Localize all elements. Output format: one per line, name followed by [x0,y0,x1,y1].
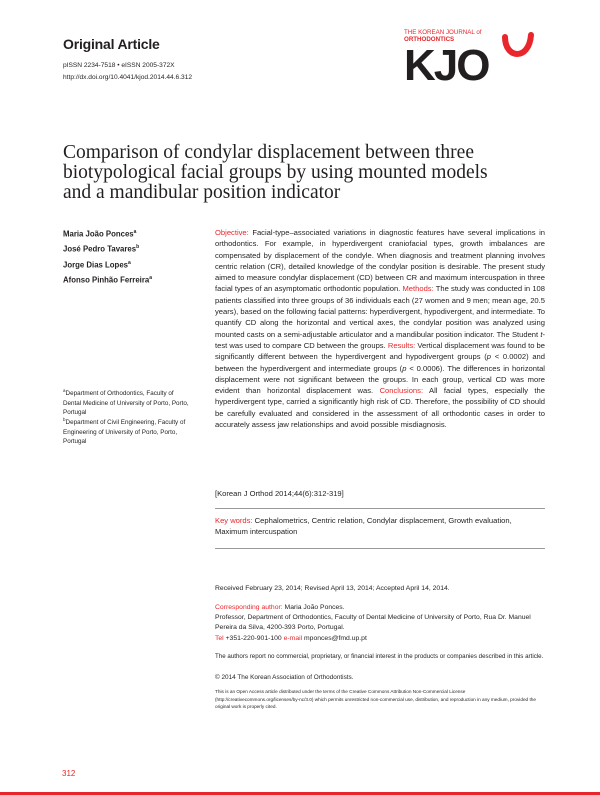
email-link[interactable]: mponces@fmd.up.pt [302,634,367,642]
divider [215,508,545,509]
correspondence: Corresponding author: Maria João Ponces. Professor, Department of Orthodontics, Faculty of Dental Medicine of University of Porto, Rua Dr. Manuel Pereira da Silva, 4200-393 Porto, Portugal. Tel +351-220-901-100 e-mail mponces@fmd.up.pt [215,603,550,644]
corresponding-label: Corresponding author: [215,604,283,611]
copyright: © 2014 The Korean Association of Orthodontists. [215,674,354,681]
logo-letters: KJO [404,41,489,90]
methods-label: Methods: [402,284,434,294]
author: Afonso Pinhão Ferreira$^a$ [63,275,152,285]
affiliation: $^b$Department of Civil Engineering, Faculty of Engineering of University of Porto, Porto, Portugal [63,417,186,446]
issn-block [63,60,192,84]
license-text: This is an Open Access article distributed under the terms of the Creative Commons Attribution Non-Commercial License (http://creativecommons.org/licenses/by-nc/3.0) which permits unrestricted non-commercial use, distribution, and reproduction in any medium, provided the original work is properly cited. [215,689,536,710]
author: Maria João Ponces$^a$ [63,229,137,239]
objective-label: Objective: [215,228,249,237]
results-label: Results: [387,340,416,350]
author: José Pedro Tavares$^b$ [63,244,140,254]
doi-link[interactable]: http://dx.doi.org/10.4041/kjod.2014.44.6.312 [63,74,193,81]
journal-logo [404,27,534,95]
divider [215,548,545,549]
citation: [Korean J Orthod 2014;44(6):312-319] [215,489,344,498]
received-dates: Received February 23, 2014; Revised April 13, 2014; Accepted April 14, 2014. [215,585,450,592]
keywords-label: Key words: [215,516,253,525]
issn-line: pISSN 2234-7518 • eISSN 2005-372X [63,62,175,69]
keywords: Key words: Cephalometrics, Centric relation, Condylar displacement, Growth evaluation, Maximum intercuspation [215,516,512,537]
conflict-statement: The authors report no commercial, proprietary, or financial interest in the products or companies described in this article. [215,653,544,660]
logo-journal-line2: ORTHODONTICS [404,36,455,43]
article-title: Comparison of condylar displacement between three biotypological facial groups by using mounted models and a mandibular position indicator [63,142,488,203]
logo-journal-line1: THE KOREAN JOURNAL of [404,29,482,36]
corresponding-address: Professor, Department of Orthodontics, Faculty of Dental Medicine of University of Porto, Rua Dr. Manuel Pereira da Silva, 4200-393 Porto, Portugal. [215,614,531,632]
author-list [63,226,152,288]
conclusions-label: Conclusions: [379,386,424,396]
author: Jorge Dias Lopes$^a$ [63,259,131,270]
logo-swoosh-icon [499,27,537,75]
page-number: 312 [62,769,76,778]
section-label: Original Article [63,36,160,52]
affiliation: $^a$Department of Orthodontics, Faculty of Dental Medicine of University of Porto, Porto, Portugal [63,388,189,417]
abstract: Objective: Facial-type–associated variations in diagnostic features have several implications in orthodontics. For example, in hyperdivergent craniofacial types, growth imbalances are compensated by displacement of the condyle. When diagnosis and treatment planning involves centric relation (CR), detailed knowledge of the condylar position is desirable. The present study aimed to measure condylar displacement (CD) between CR and maximum intercuspation in three facial types of an asymptomatic orthodontic population. Methods: The study was conducted in 108 patients classified into three groups of 36 individuals each (27 women and 9 men; mean age, 20.5 years), based on the following facial patterns: hyperdivergent, hypodivergent, and intermediate. To quantify CD along the horizontal and vertical axes, the condylar position was analyzed using mounted casts on a semi-adjustable articulator and a mandibular position indicator. The Student t-test was used to compare CD between the groups. Results: Vertical displacement was found to be significantly different between the hyperdivergent and hypodivergent groups (p < 0.0002) and between the hyperdivergent and intermediate groups (p < 0.0006). The differences in horizontal displacement were not significant between the groups. In each group, vertical CD was more evident than horizontal displacement was. Conclusions: All facial types, especially the hyperdivergent type, carried a significantly high risk of CD. Therefore, the possibility of CD should be carefully evaluated and considered in the assessment of all orthodontic cases in order to accurately assess jaw relationships and avoid possible misdiagnosis. [215,228,546,430]
